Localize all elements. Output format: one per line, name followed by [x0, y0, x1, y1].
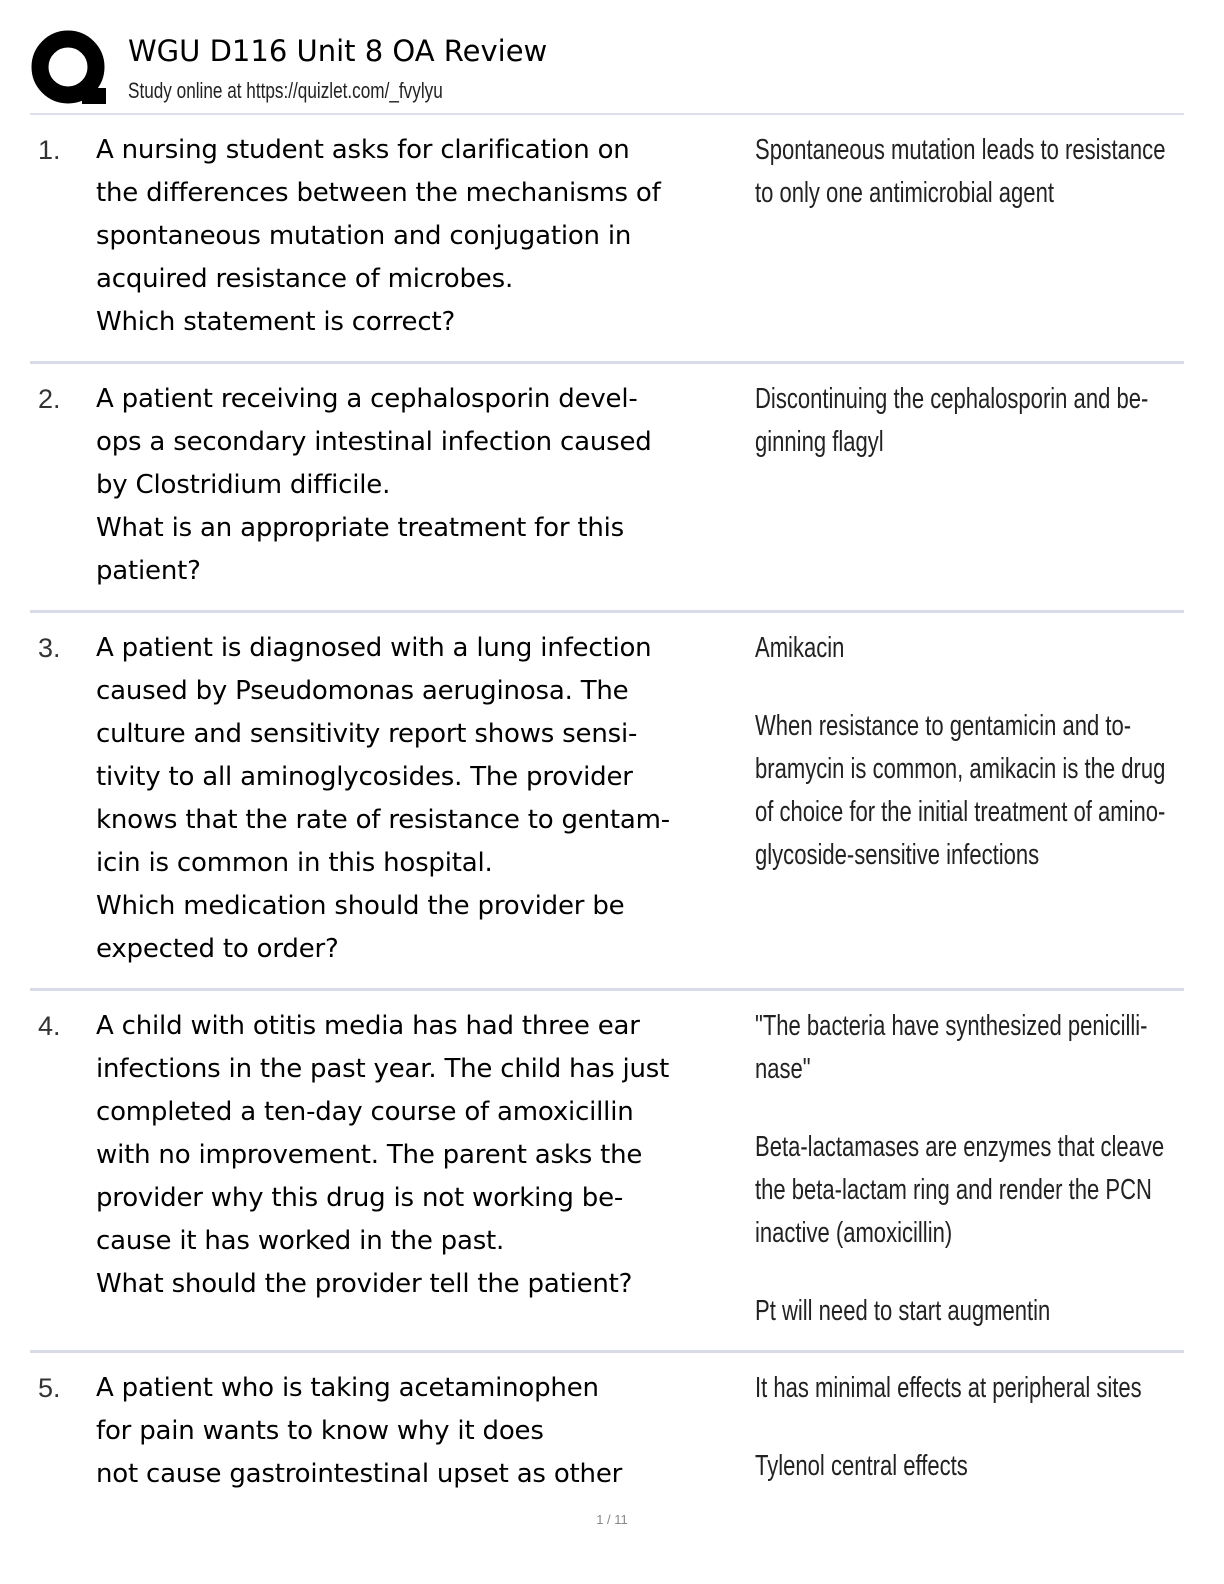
- card-question: A nursing student asks for clarification on the differences between the mechanisms of spontaneous mutation and conjugation in acquired resistance of microbes. Which statement is correct?: [96, 135, 661, 337]
- page-title: WGU D116 Unit 8 OA Review: [128, 34, 548, 68]
- card-number: 2.: [38, 384, 61, 414]
- answer-paragraph: "The bacteria have synthesized penicilli- nase": [755, 1010, 1148, 1085]
- quizlet-logo-icon: [30, 30, 108, 108]
- card-number: 3.: [38, 633, 61, 663]
- answer-paragraph: Spontaneous mutation leads to resistance to only one antimicrobial agent: [755, 134, 1166, 209]
- answer-paragraph: Beta-lactamases are enzymes that cleave the beta-lactam ring and render the PCN inactive (amoxicillin): [755, 1131, 1165, 1249]
- flashcard-row: [30, 613, 1184, 991]
- card-question: A patient who is taking acetaminophen for pain wants to know why it does not cause gastrointestinal upset as other: [96, 1373, 623, 1489]
- card-answer: [753, 1005, 1184, 1333]
- answer-paragraph: Pt will need to start augmentin: [755, 1295, 1051, 1327]
- card-question: A patient is diagnosed with a lung infection caused by Pseudomonas aeruginosa. The culture and sensitivity report shows sensi- tivity to all aminoglycosides. The provider knows that the rate of resistance to gentam- icin is common in this hospital. Which medication should the provider be expected to order?: [96, 633, 670, 964]
- card-answer: [753, 129, 1184, 344]
- card-number: 4.: [38, 1011, 61, 1041]
- flashcard-row: [30, 364, 1184, 613]
- card-number: 1.: [38, 135, 61, 165]
- card-question: A patient receiving a cephalosporin devel- ops a secondary intestinal infection caused by Clostridium difficile. What is an appropriate treatment for this patient?: [96, 384, 652, 586]
- card-question: A child with otitis media has had three ear infections in the past year. The child has just completed a ten-day course of amoxicillin with no improvement. The parent asks the provider why this drug is not working be- cause it has worked in the past. What should the provider tell the patient?: [96, 1011, 670, 1299]
- flashcard-row: [30, 115, 1184, 364]
- answer-paragraph: Amikacin: [755, 632, 845, 664]
- card-answer: [753, 1367, 1184, 1496]
- card-number: 5.: [38, 1373, 61, 1403]
- answer-paragraph: Discontinuing the cephalosporin and be- ginning flagyl: [755, 383, 1149, 458]
- flashcard-row: [30, 1353, 1184, 1496]
- card-answer: [753, 627, 1184, 971]
- card-answer: [753, 378, 1184, 593]
- answer-paragraph: It has minimal effects at peripheral sites: [755, 1372, 1142, 1404]
- study-online-link[interactable]: Study online at https://quizlet.com/_fvylyu: [128, 78, 443, 103]
- flashcard-row: [30, 991, 1184, 1353]
- flashcard-list: [30, 115, 1184, 1496]
- answer-paragraph: Tylenol central effects: [755, 1450, 968, 1482]
- page-number: 1 / 11: [596, 1512, 628, 1527]
- answer-paragraph: When resistance to gentamicin and to- bramycin is common, amikacin is the drug of choice for the initial treatment of amino- glycoside-sensitive infections: [755, 710, 1166, 871]
